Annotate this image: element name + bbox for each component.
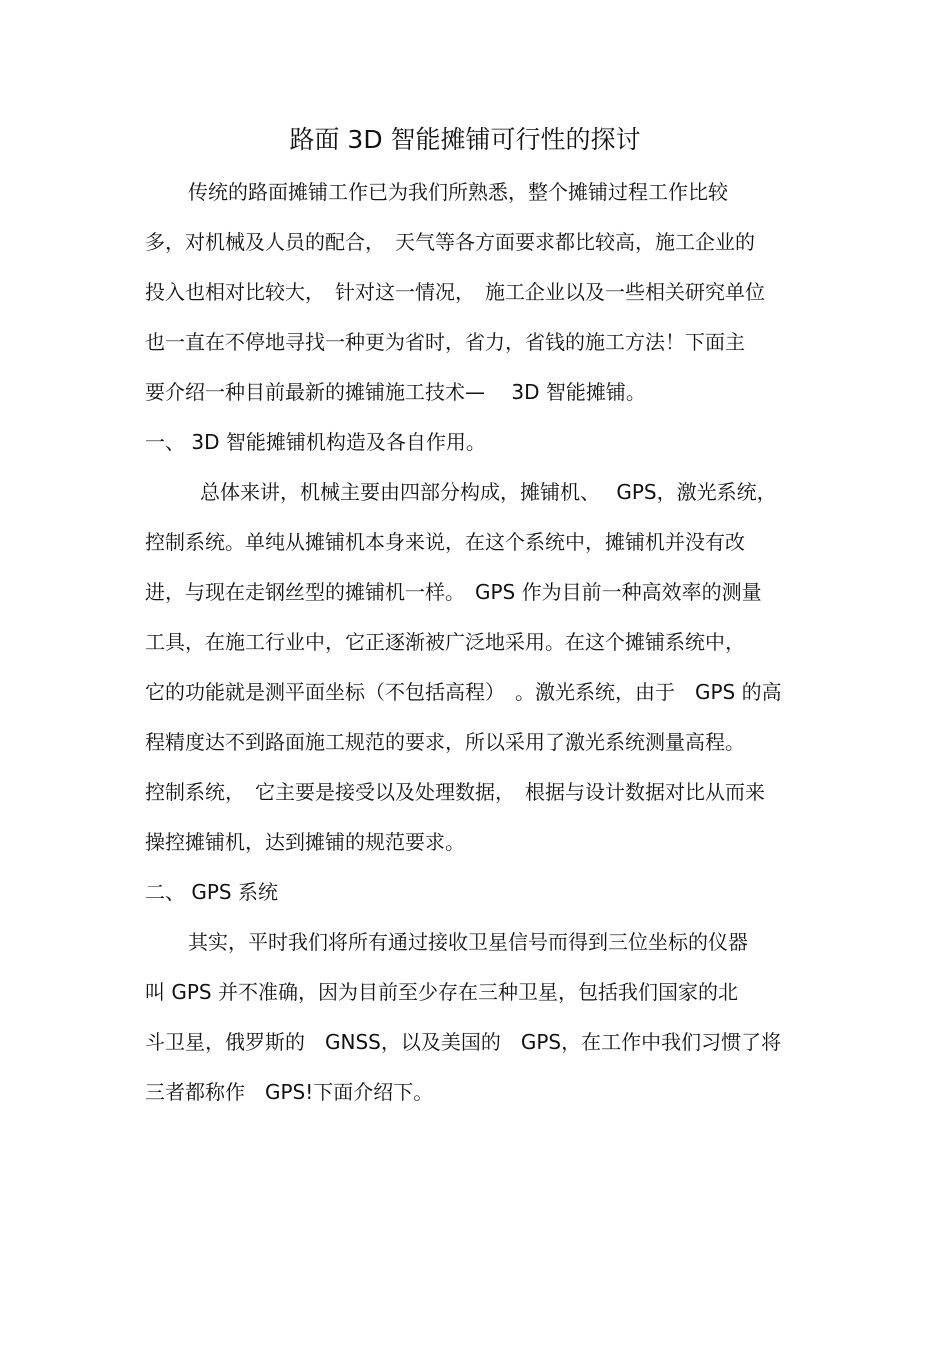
paragraph-2-line-4: 工具，在施工行业中，它正逐渐被广泛地采用。在这个摊铺系统中， <box>145 630 745 654</box>
paragraph-2-line-7: 控制系统， 它主要是接受以及处理数据， 根据与设计数据对比从而来 <box>145 780 765 804</box>
paragraph-1-line-1: 传统的路面摊铺工作已为我们所熟悉，整个摊铺过程工作比较 <box>188 180 728 204</box>
section-2-heading: 二、 GPS 系统 <box>145 880 278 904</box>
paragraph-2-line-2: 控制系统。单纯从摊铺机本身来说，在这个系统中，摊铺机并没有改 <box>145 530 745 554</box>
section-1-heading: 一、 3D 智能摊铺机构造及各自作用。 <box>145 430 486 454</box>
paragraph-3-line-1: 其实，平时我们将所有通过接收卫星信号而得到三位坐标的仪器 <box>188 930 748 954</box>
paragraph-1-line-5: 要介绍一种目前最新的摊铺施工技术— 3D 智能摊铺。 <box>145 380 646 404</box>
paragraph-2-line-1: 总体来讲，机械主要由四部分构成，摊铺机、 GPS，激光系统， <box>200 480 777 504</box>
paragraph-1-line-3: 投入也相对比较大， 针对这一情况， 施工企业以及一些相关研究单位 <box>145 280 765 304</box>
paragraph-2-line-3: 进，与现在走钢丝型的摊铺机一样。 GPS 作为目前一种高效率的测量 <box>145 580 762 604</box>
paragraph-2-line-8: 操控摊铺机，达到摊铺的规范要求。 <box>145 830 465 854</box>
paragraph-2-line-6: 程精度达不到路面施工规范的要求，所以采用了激光系统测量高程。 <box>145 730 745 754</box>
paragraph-1-line-4: 也一直在不停地寻找一种更为省时，省力，省钱的施工方法！下面主 <box>145 330 745 354</box>
paragraph-3-line-2: 叫 GPS 并不准确，因为目前至少存在三种卫星，包括我们国家的北 <box>145 980 738 1004</box>
document-title: 路面 3D 智能摊铺可行性的探讨 <box>289 125 641 154</box>
paragraph-3-line-3: 斗卫星，俄罗斯的 GNSS，以及美国的 GPS，在工作中我们习惯了将 <box>145 1030 782 1054</box>
paragraph-2-line-5: 它的功能就是测平面坐标（不包括高程） 。激光系统，由于 GPS 的高 <box>145 680 782 704</box>
paragraph-3-line-4: 三者都称作 GPS!下面介绍下。 <box>145 1080 434 1104</box>
paragraph-1-line-2: 多，对机械及人员的配合， 天气等各方面要求都比较高，施工企业的 <box>145 230 755 254</box>
